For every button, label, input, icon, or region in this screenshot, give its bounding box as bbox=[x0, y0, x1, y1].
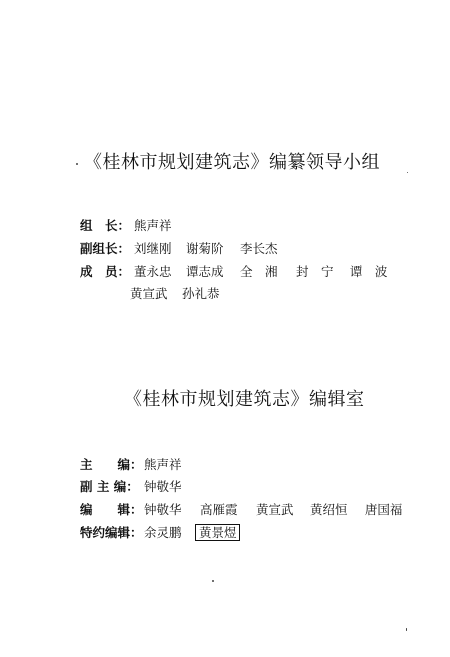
person-name: 熊声祥 bbox=[143, 457, 182, 472]
scan-speck bbox=[407, 172, 408, 173]
chief-editor-row bbox=[80, 457, 182, 473]
person-name: 封 宁 bbox=[295, 264, 334, 279]
person-name: 余灵鹏 bbox=[143, 525, 182, 540]
deputy-chief-editor-row bbox=[80, 479, 182, 495]
members-label: 成 员： bbox=[80, 264, 131, 279]
special-editors-label: 特约编辑： bbox=[80, 525, 143, 540]
person-name: 谭 波 bbox=[349, 264, 388, 279]
group-leader-label: 组 长： bbox=[80, 218, 131, 233]
chief-editor-label: 主 编： bbox=[80, 457, 143, 472]
person-name: 谭志成 bbox=[185, 264, 224, 279]
scan-speck bbox=[212, 580, 214, 582]
editors-label: 编 辑： bbox=[80, 502, 143, 517]
person-name: 黄宣武 bbox=[130, 286, 168, 301]
members-row-continued bbox=[130, 286, 220, 302]
person-name: 唐国福 bbox=[364, 502, 403, 517]
leadership-group-heading: 《桂林市规划建筑志》编纂领导小组 bbox=[84, 152, 380, 173]
person-name: 谢菊阶 bbox=[185, 241, 224, 256]
deputy-leader-label: 副组长： bbox=[80, 241, 131, 256]
person-name: 董永忠 bbox=[133, 264, 172, 279]
boxed-person-name: 黄景煜 bbox=[195, 524, 241, 541]
scan-speck bbox=[76, 163, 78, 165]
person-name: 刘继刚 bbox=[133, 241, 172, 256]
deputy-chief-editor-label: 副 主 编： bbox=[80, 479, 139, 494]
person-name: 全 湘 bbox=[239, 264, 278, 279]
editorial-office-heading: 《桂林市规划建筑志》编辑室 bbox=[124, 389, 365, 410]
person-name: 熊声祥 bbox=[133, 218, 172, 233]
person-name: 高雁霞 bbox=[199, 502, 238, 517]
deputy-leader-row bbox=[80, 241, 277, 257]
person-name: 黄绍恒 bbox=[309, 502, 348, 517]
group-leader-row bbox=[80, 218, 172, 234]
person-name: 孙礼恭 bbox=[181, 286, 220, 301]
person-name: 李长杰 bbox=[239, 241, 278, 256]
special-editors-row bbox=[80, 524, 240, 541]
person-name: 黄宣武 bbox=[255, 502, 294, 517]
person-name: 钟敬华 bbox=[143, 479, 182, 494]
scan-speck bbox=[406, 628, 407, 631]
editors-row bbox=[80, 502, 402, 518]
members-row bbox=[80, 264, 387, 280]
person-name: 钟敬华 bbox=[143, 502, 182, 517]
